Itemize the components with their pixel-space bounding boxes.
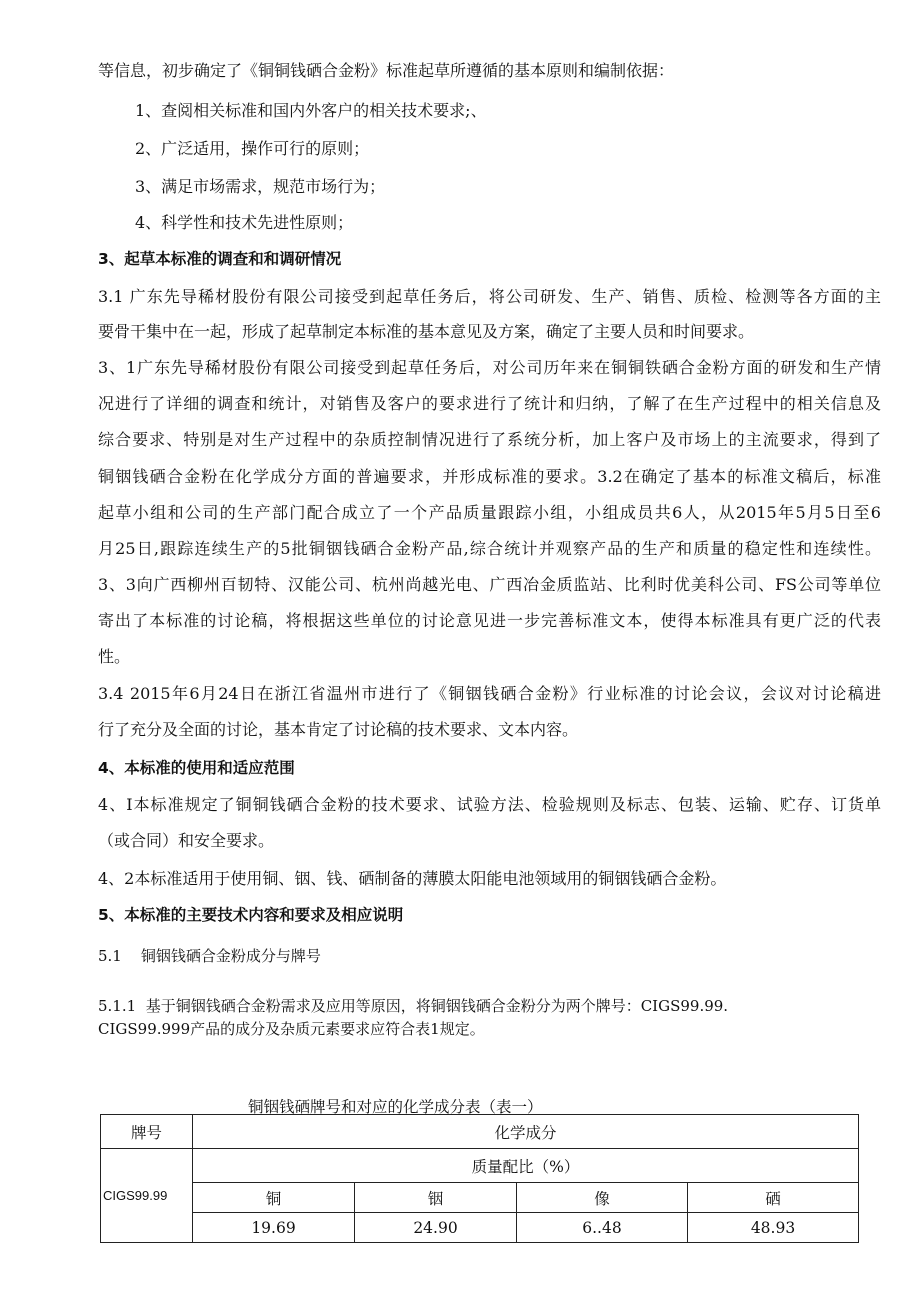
principle-item: 3、满足市场需求，规范市场行为； bbox=[135, 177, 386, 196]
para-3-3-line: 性。 bbox=[98, 647, 131, 666]
composition-table bbox=[100, 1114, 859, 1243]
section-5-heading: 5、本标准的主要技术内容和要求及相应说明 bbox=[98, 906, 404, 924]
table-header-row bbox=[101, 1115, 859, 1149]
para-4-1-line: （或合同）和安全要求。 bbox=[98, 831, 275, 850]
para-3-3-line: 3、3向广西柳州百韧特、汉能公司、杭州尚越光电、广西冶金质监站、比利时优美科公司、FS公司等单位 bbox=[98, 575, 881, 594]
element-cell: 铜 bbox=[193, 1183, 355, 1213]
element-row bbox=[101, 1183, 859, 1213]
value-cell: 6..48 bbox=[517, 1213, 688, 1243]
section-4-heading: 4、本标准的使用和适应范围 bbox=[98, 759, 295, 777]
value-cell: 48.93 bbox=[688, 1213, 859, 1243]
subsection-5-1: 5.1 铜铟钱硒合金粉成分与牌号 bbox=[98, 947, 321, 965]
principle-item: 1、查阅相关标准和国内外客户的相关技术要求;、 bbox=[135, 101, 487, 120]
para-3-1-line: 要骨干集中在一起，形成了起草制定本标准的基本意见及方案，确定了主要人员和时间要求。 bbox=[98, 322, 755, 341]
para-5-1-1-line: CIGS99.999产品的成分及杂质元素要求应符合表1规定。 bbox=[98, 1020, 485, 1038]
principle-item: 4、科学性和技术先进性原则； bbox=[135, 213, 354, 232]
para-3-1b-line: 铜铟钱硒合金粉在化学成分方面的普遍要求，并形成标准的要求。3.2在确定了基本的标准文稿后，标准 bbox=[98, 467, 881, 486]
intro-text: 等信息，初步确定了《铜铜钱硒合金粉》标准起草所遵循的基本原则和编制依据： bbox=[98, 61, 675, 80]
table-subheader-row bbox=[101, 1149, 859, 1183]
composition-header: 化学成分 bbox=[193, 1115, 859, 1149]
para-3-1b-line: 况进行了详细的调查和统计，对销售及客户的要求进行了统计和归纳，了解了在生产过程中的相关信息及 bbox=[98, 394, 881, 413]
para-4-2: 4、2本标准适用于使用铜、铟、钱、硒制备的薄膜太阳能电池领域用的铜铟钱硒合金粉。 bbox=[98, 869, 727, 888]
para-5-1-1-line: 5.1.1 基于铜铟钱硒合金粉需求及应用等原因，将铜铟钱硒合金粉分为两个牌号：CIGS99.99. bbox=[98, 997, 729, 1015]
mass-ratio-header: 质量配比（%） bbox=[193, 1149, 859, 1183]
para-3-4-line: 行了充分及全面的讨论，基本肯定了讨论稿的技术要求、文本内容。 bbox=[98, 720, 579, 739]
brand-cell: CIGS99.99 bbox=[101, 1149, 193, 1243]
para-3-1-line: 3.1 广东先导稀材股份有限公司接受到起草任务后，将公司研发、生产、销售、质检、检测等各方面的主 bbox=[98, 287, 881, 306]
element-cell: 像 bbox=[517, 1183, 688, 1213]
para-3-1b-line: 3、1广东先导稀材股份有限公司接受到起草任务后，对公司历年来在铜铜铁硒合金粉方面的研发和生产情 bbox=[98, 358, 881, 377]
section-3-heading: 3、起草本标准的调查和和调研情况 bbox=[98, 250, 342, 268]
principle-item: 2、广泛适用，操作可行的原则； bbox=[135, 139, 370, 158]
table-caption: 铜铟钱硒牌号和对应的化学成分表（表一） bbox=[248, 1098, 543, 1116]
para-3-3-line: 寄出了本标准的讨论稿，将根据这些单位的讨论意见进一步完善标准文本，使得本标准具有更广泛的代表 bbox=[98, 611, 881, 630]
para-3-1b-line: 综合要求、特别是对生产过程中的杂质控制情况进行了系统分析，加上客户及市场上的主流要求，得到了 bbox=[98, 430, 881, 449]
value-cell: 24.90 bbox=[355, 1213, 517, 1243]
para-3-4-line: 3.4 2015年6月24日在浙江省温州市进行了《铜铟钱硒合金粉》行业标准的讨论会议，会议对讨论稿进 bbox=[98, 684, 881, 703]
para-3-1b-line: 月25日,跟踪连续生产的5批铜铟钱硒合金粉产品,综合统计并观察产品的生产和质量的稳定性和连续性。 bbox=[98, 539, 881, 558]
element-cell: 硒 bbox=[688, 1183, 859, 1213]
para-3-1b-line: 起草小组和公司的生产部门配合成立了一个产品质量跟踪小组，小组成员共6人，从2015年5月5日至6 bbox=[98, 503, 881, 522]
para-4-1-line: 4、I本标准规定了铜铜钱硒合金粉的技术要求、试验方法、检验规则及标志、包装、运输、贮存、订货单 bbox=[98, 795, 881, 814]
value-cell: 19.69 bbox=[193, 1213, 355, 1243]
brand-header: 牌号 bbox=[101, 1115, 193, 1149]
value-row bbox=[101, 1213, 859, 1243]
element-cell: 铟 bbox=[355, 1183, 517, 1213]
